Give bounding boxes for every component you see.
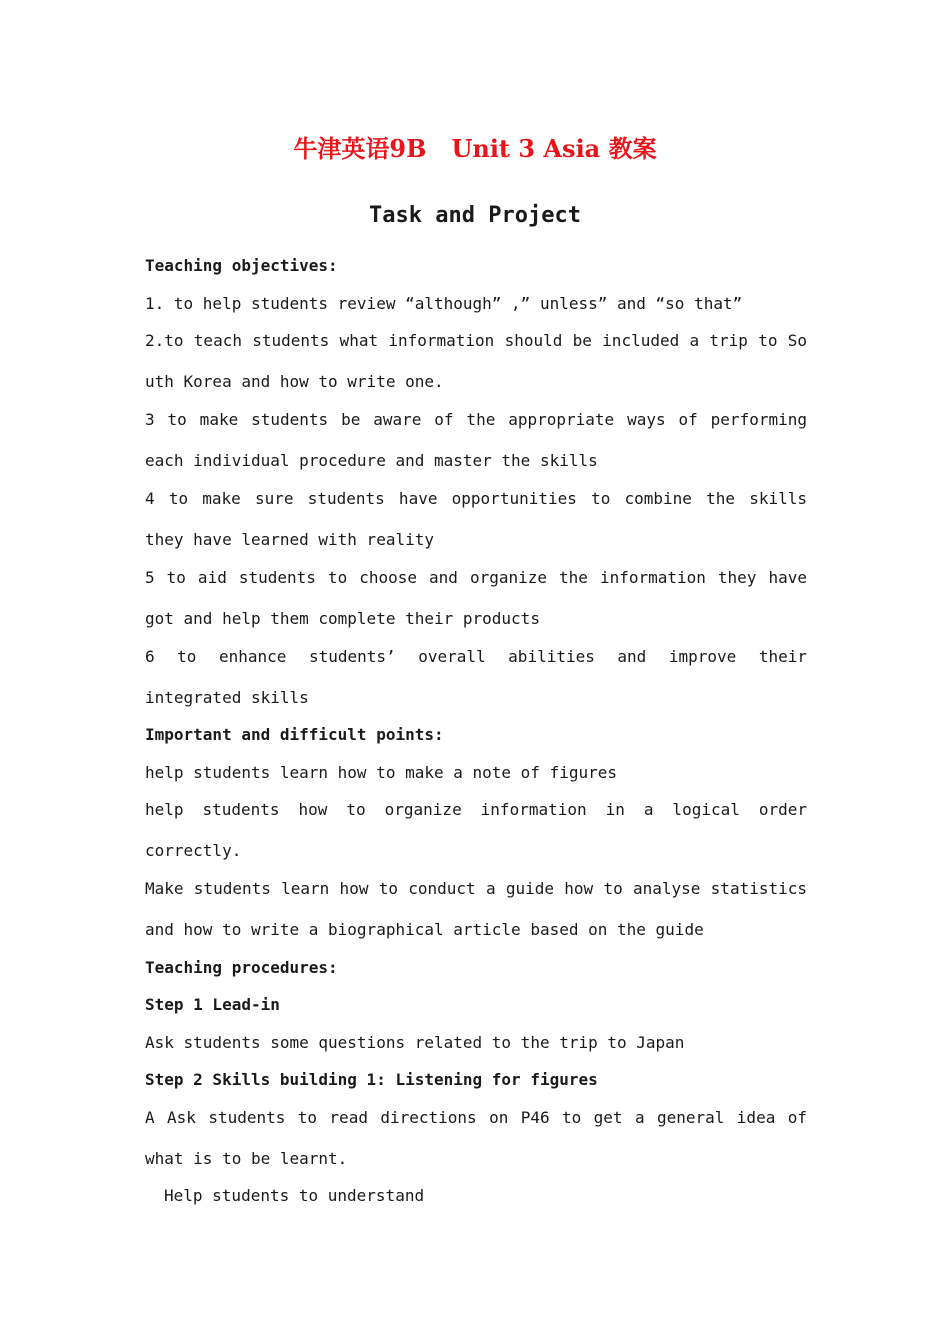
document-subtitle: Task and Project [369, 203, 581, 228]
body-text-line: 4 to make sure students have opportunities to combine the skills [145, 489, 807, 508]
body-text-line: help students learn how to make a note of figures [145, 763, 618, 782]
body-text-line: they have learned with reality [145, 530, 434, 549]
body-text-line: each individual procedure and master the skills [145, 451, 598, 470]
section-heading: Important and difficult points: [145, 725, 444, 744]
section-heading: Teaching procedures: [145, 958, 338, 977]
body-text-line: 2.to teach students what information should be included a trip to So [145, 331, 807, 350]
body-text-line: 5 to aid students to choose and organize the information they have [145, 568, 807, 587]
section-heading: Teaching objectives: [145, 256, 338, 275]
body-text-line: correctly. [145, 841, 242, 860]
body-text-line: what is to be learnt. [145, 1149, 348, 1168]
body-text-line: Ask students some questions related to the trip to Japan [145, 1033, 685, 1052]
body-text-line: help students how to organize information in a logical order [145, 800, 807, 819]
body-text-line: got and help them complete their products [145, 609, 540, 628]
body-text-line: integrated skills [145, 688, 309, 707]
body-text-line: uth Korea and how to write one. [145, 372, 444, 391]
body-text-line: A Ask students to read directions on P46 to get a general idea of [145, 1108, 807, 1127]
body-text-line: 3 to make students be aware of the appropriate ways of performing [145, 410, 807, 429]
section-heading: Step 2 Skills building 1: Listening for figures [145, 1070, 598, 1089]
section-heading: Step 1 Lead-in [145, 995, 280, 1014]
body-text-line: Make students learn how to conduct a guide how to analyse statistics [145, 879, 807, 898]
body-text-line: 1. to help students review “although” ,” unless” and “so that” [145, 294, 743, 313]
body-text-line: 6 to enhance students’ overall abilities and improve their [145, 647, 807, 666]
body-text-line: Help students to understand [164, 1186, 425, 1205]
document-title: 牛津英语9B Unit 3 Asia 教案 [293, 134, 657, 163]
body-text-line: and how to write a biographical article based on the guide [145, 920, 704, 939]
